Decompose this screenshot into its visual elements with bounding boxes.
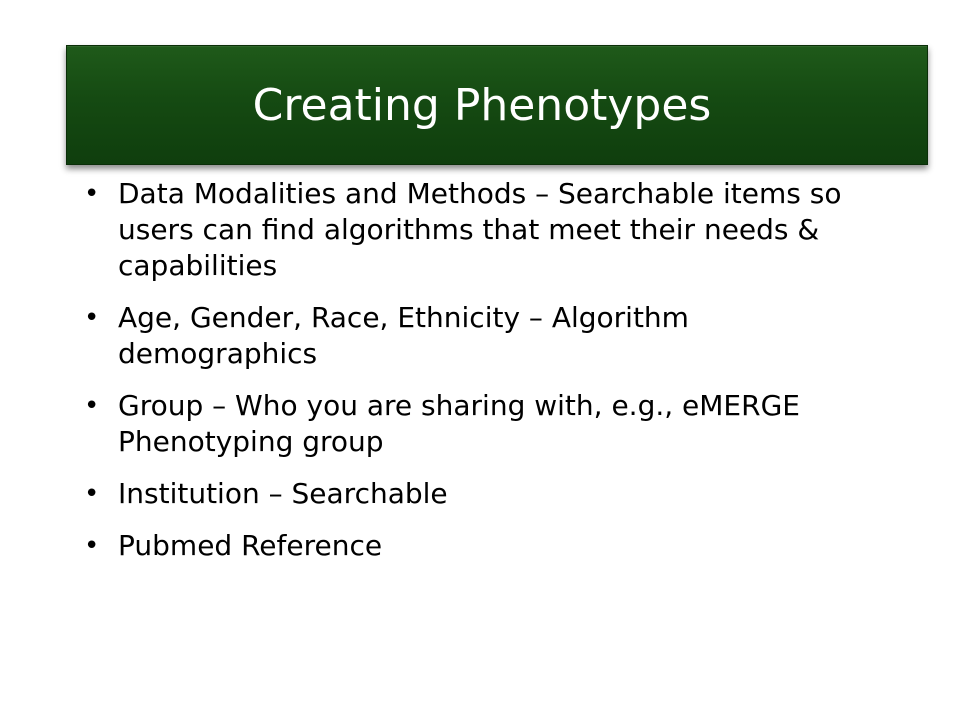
bullet-icon: • <box>84 179 100 209</box>
bullet-icon: • <box>84 479 100 509</box>
bullet-text: Age, Gender, Race, Ethnicity – Algorithm demographics <box>118 301 689 370</box>
bullet-text: Group – Who you are sharing with, e.g., eMERGE Phenotyping group <box>118 389 800 458</box>
bullet-item <box>84 476 874 512</box>
bullet-icon: • <box>84 303 100 333</box>
bullet-text: Institution – Searchable <box>118 477 448 510</box>
bullet-icon: • <box>84 391 100 421</box>
bullet-text: Pubmed Reference <box>118 529 383 562</box>
title-banner <box>66 45 928 165</box>
slide-title: Creating Phenotypes <box>252 79 712 131</box>
bullet-icon: • <box>84 531 100 561</box>
bullet-text: Data Modalities and Methods – Searchable items so users can find algorithms that meet their needs & capabilities <box>118 177 842 282</box>
bullet-item <box>84 528 874 564</box>
bullet-item <box>84 388 874 460</box>
bullet-item <box>84 300 874 372</box>
bullet-list <box>84 176 874 580</box>
bullet-item <box>84 176 874 284</box>
